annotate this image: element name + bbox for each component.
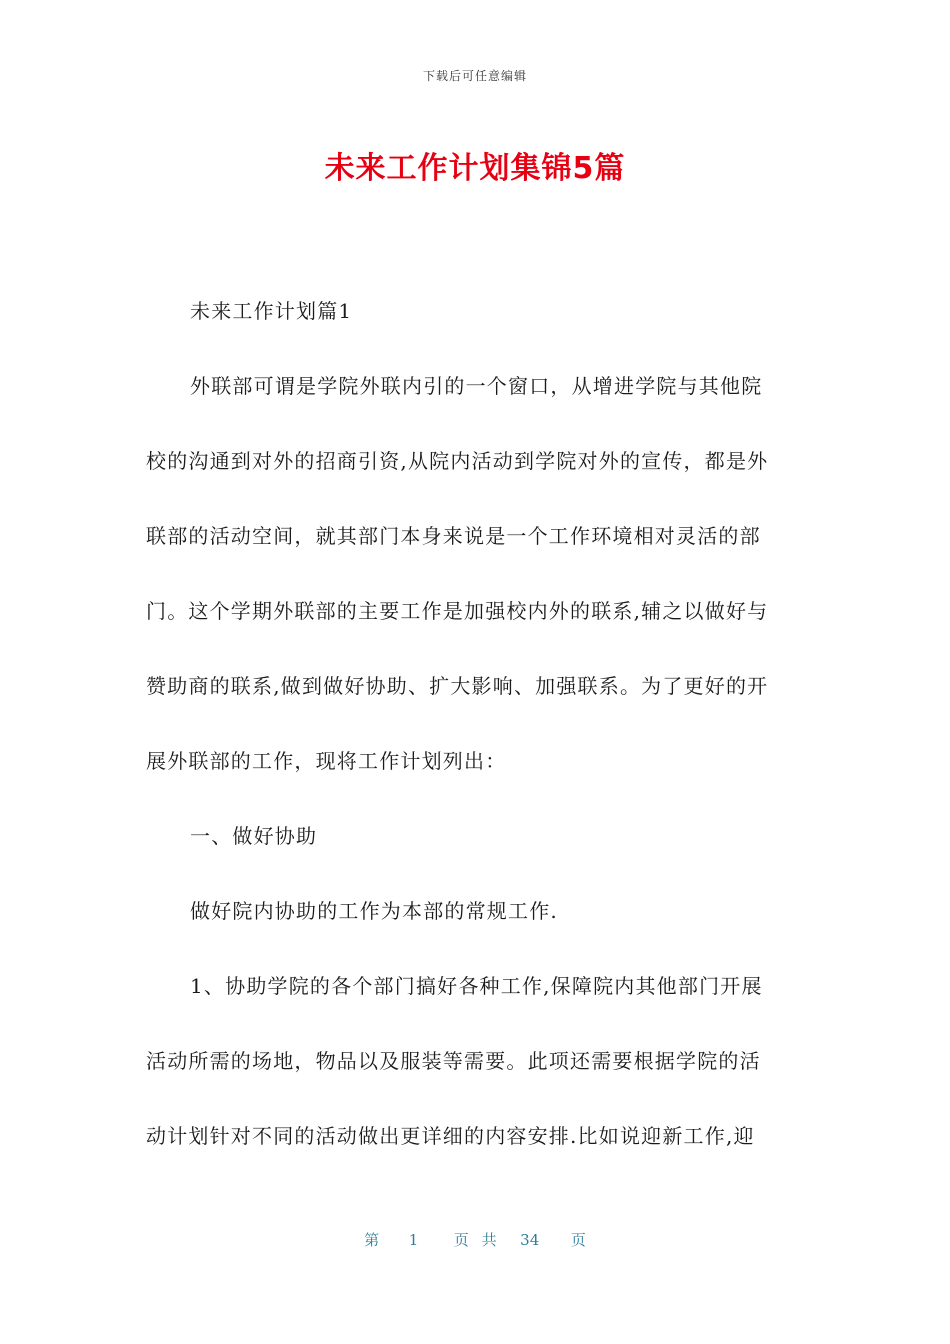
paragraph-line: 校的沟通到对外的招商引资,从院内活动到学院对外的宣传，都是外 [146,449,769,473]
paragraph-line: 联部的活动空间，就其部门本身来说是一个工作环境相对灵活的部 [146,524,761,548]
document-title: 未来工作计划集锦5篇 [324,151,626,186]
page-prefix: 第 [364,1231,380,1249]
paragraph-line: 展外联部的工作，现将工作计划列出： [146,749,507,773]
page-footer [0,1229,950,1250]
paragraph-line: 1、协助学院的各个部门搞好各种工作,保障院内其他部门开展 [190,974,763,998]
subheading-1: 一、做好协助 [190,824,318,848]
paragraph-line: 外联部可谓是学院外联内引的一个窗口，从增进学院与其他院 [190,374,763,398]
header-note: 下载后可任意编辑 [422,69,527,83]
paragraph-1 [146,349,806,799]
page-suffix: 页 [570,1231,586,1249]
paragraph-line: 活动所需的场地，物品以及服装等需要。此项还需要根据学院的活 [146,1049,761,1073]
page-number: 1 [408,1231,419,1249]
page-mid: 页 共 [453,1231,497,1249]
paragraph-2: 做好院内协助的工作为本部的常规工作. [190,899,558,923]
paragraph-line: 赞助商的联系,做到做好协助、扩大影响、加强联系。为了更好的开 [146,674,769,698]
document-body [146,274,806,1174]
paragraph-line: 门。这个学期外联部的主要工作是加强校内外的联系,辅之以做好与 [146,599,769,623]
paragraph-line: 动计划针对不同的活动做出更详细的内容安排.比如说迎新工作,迎 [146,1124,755,1148]
page-total: 34 [520,1231,540,1249]
section-heading: 未来工作计划篇1 [190,299,353,323]
paragraph-3 [146,949,806,1174]
